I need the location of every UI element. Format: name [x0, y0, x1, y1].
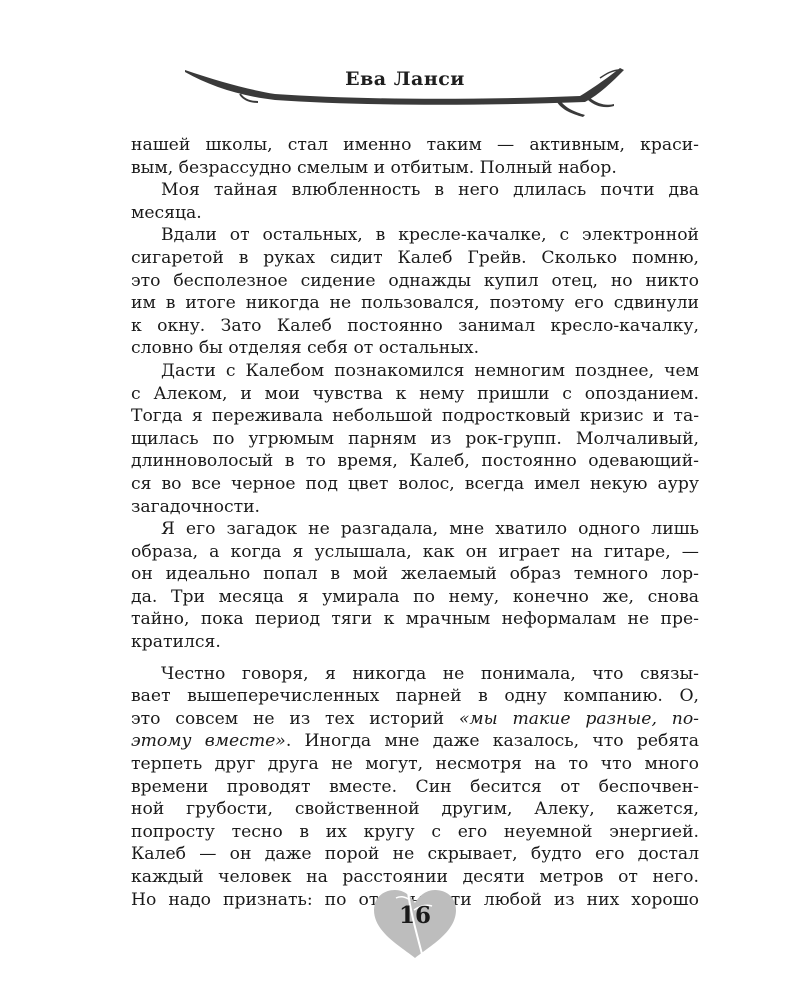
- text-line: Дасти с Калебом познакомился немногим позднее, чем: [161, 360, 699, 381]
- text-line: каждый человек на расстоянии десяти метров от него.: [131, 867, 699, 887]
- text-line: нашей школы, стал именно таким — активным, краси-: [131, 135, 699, 155]
- text-line: сигаретой в руках сидит Калеб Грейв. Сколько помню,: [131, 247, 699, 268]
- text-line: [131, 730, 699, 753]
- italic-phrase: «мы такие разные, по-: [458, 708, 699, 729]
- text-line: щилась по угрюмым парням из рок-групп. Молчаливый,: [131, 428, 699, 449]
- text-line: образа, а когда я услышала, как он играет на гитаре, —: [131, 541, 699, 562]
- text-fragment: . Иногда мне даже казалось, что ребята: [285, 731, 700, 752]
- author-name: Ева Ланси: [345, 68, 465, 90]
- text-line: Тогда я переживала небольшой подростковый кризис и та-: [131, 406, 699, 427]
- page-footer: [370, 888, 460, 960]
- text-line: ся во все черное под цвет волос, всегда имел некую ауру: [131, 473, 699, 494]
- text-fragment: это совсем не из тех историй: [131, 708, 445, 729]
- text-line: Калеб — он даже порой не скрывает, будто его достал: [131, 844, 699, 865]
- text-line: тайно, пока период тяги к мрачным неформалам не пре-: [131, 609, 699, 630]
- text-line: времени проводят вместе. Син бесится от беспочвен-: [131, 776, 699, 797]
- text-line: Я его загадок не разгадала, мне хватило одного лишь: [161, 519, 699, 540]
- text-line: длинноволосый в то время, Калеб, постоянно одевающий-: [131, 451, 699, 472]
- text-line: месяца.: [131, 202, 202, 223]
- text-line: словно бы отделяя себя от остальных.: [131, 338, 480, 359]
- running-header: [180, 60, 630, 120]
- text-line: кратился.: [131, 632, 221, 653]
- text-line: терпеть друг друга не могут, несмотря на то что много: [131, 754, 699, 775]
- text-line: Вдали от остальных, в кресле-качалке, с электронной: [161, 225, 699, 246]
- text-line: Но надо признать: по отдельности любой из них хорошо: [131, 889, 699, 910]
- text-line: да. Три месяца я умирала по нему, конечно же, снова: [131, 586, 699, 607]
- text-line: попросту тесно в их кругу с его неуемной энергией.: [131, 821, 699, 842]
- text-line: он идеально попал в мой желаемый образ темного лор-: [131, 564, 699, 585]
- italic-phrase: этому вместе»: [131, 731, 286, 752]
- text-line: им в итоге никогда не пользовался, поэтому его сдвинули: [131, 293, 699, 314]
- text-line: это бесполезное сидение однажды купил отец, но никто: [131, 270, 699, 291]
- text-line: вым, безрассудно смелым и отбитым. Полный набор.: [131, 157, 617, 178]
- text-line: Честно говоря, я никогда не понимала, что связы-: [161, 663, 699, 684]
- text-line: с Алеком, и мои чувства к нему пришли с опозданием.: [131, 383, 699, 404]
- page-number: 16: [398, 902, 431, 929]
- text-line: к окну. Зато Калеб постоянно занимал кресло-качалку,: [131, 315, 699, 336]
- text-line: вает вышеперечисленных парней в одну компанию. О,: [131, 686, 699, 707]
- text-line: загадочности.: [131, 496, 261, 517]
- text-line: [131, 708, 699, 731]
- text-line: ной грубости, свойственной другим, Алеку, кажется,: [131, 799, 699, 820]
- body-text: [131, 134, 699, 911]
- text-line: Моя тайная влюбленность в него длилась почти два: [161, 180, 699, 201]
